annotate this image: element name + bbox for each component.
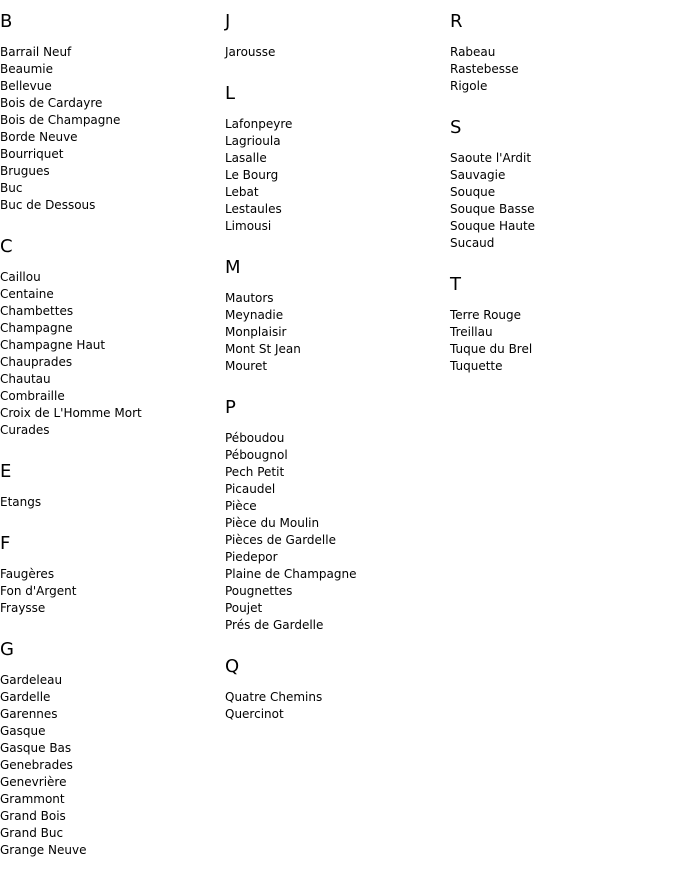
letter-group bbox=[0, 532, 215, 617]
place-link[interactable]: Etangs bbox=[0, 495, 42, 509]
place-link[interactable]: Terre Rouge bbox=[450, 308, 522, 322]
place-link[interactable]: Pech Petit bbox=[225, 465, 285, 479]
place-link[interactable]: Croix de L'Homme Mort bbox=[0, 406, 142, 420]
letter-group bbox=[225, 82, 440, 235]
place-link[interactable]: Sauvagie bbox=[450, 168, 506, 182]
place-link[interactable]: Bois de Champagne bbox=[0, 113, 121, 127]
place-link[interactable]: Buc de Dessous bbox=[0, 198, 96, 212]
place-link[interactable]: Faugères bbox=[0, 567, 55, 581]
place-link[interactable]: Sucaud bbox=[450, 236, 495, 250]
place-link[interactable]: Champagne Haut bbox=[0, 338, 106, 352]
place-link[interactable]: Buc bbox=[0, 181, 23, 195]
letter-heading: S bbox=[450, 117, 462, 138]
letter-heading: M bbox=[225, 257, 241, 278]
letter-group bbox=[225, 396, 440, 634]
place-link[interactable]: Prés de Gardelle bbox=[225, 618, 324, 632]
letter-group bbox=[225, 256, 440, 375]
place-link[interactable]: Péboudou bbox=[225, 431, 285, 445]
index-column-2 bbox=[225, 10, 440, 744]
place-link[interactable]: Lestaules bbox=[225, 202, 282, 216]
letter-heading: R bbox=[450, 11, 463, 32]
letter-heading: L bbox=[225, 83, 236, 104]
place-link[interactable]: Quercinot bbox=[225, 707, 284, 721]
place-link[interactable]: Fraysse bbox=[0, 601, 46, 615]
letter-group bbox=[0, 638, 215, 859]
place-link[interactable]: Pièces de Gardelle bbox=[225, 533, 336, 547]
place-link[interactable]: Centaine bbox=[0, 287, 54, 301]
letter-heading: C bbox=[0, 236, 13, 257]
index-column-3 bbox=[450, 10, 665, 396]
letter-heading: F bbox=[0, 533, 11, 554]
place-link[interactable]: Caillou bbox=[0, 270, 41, 284]
letter-heading: Q bbox=[225, 656, 240, 677]
place-link[interactable]: Pièce du Moulin bbox=[225, 516, 320, 530]
place-link[interactable]: Pébougnol bbox=[225, 448, 288, 462]
place-link[interactable]: Chauprades bbox=[0, 355, 73, 369]
place-link[interactable]: Brugues bbox=[0, 164, 50, 178]
place-link[interactable]: Rastebesse bbox=[450, 62, 519, 76]
place-link[interactable]: Grammont bbox=[0, 792, 65, 806]
place-link[interactable]: Quatre Chemins bbox=[225, 690, 323, 704]
letter-group bbox=[225, 655, 440, 723]
letter-heading: G bbox=[0, 639, 14, 660]
place-link[interactable]: Chautau bbox=[0, 372, 51, 386]
place-link[interactable]: Lebat bbox=[225, 185, 259, 199]
place-link[interactable]: Gasque bbox=[0, 724, 46, 738]
place-link[interactable]: Jarousse bbox=[225, 45, 276, 59]
place-link[interactable]: Mautors bbox=[225, 291, 274, 305]
letter-group bbox=[0, 235, 215, 439]
letter-heading: J bbox=[225, 11, 231, 32]
place-link[interactable]: Curades bbox=[0, 423, 50, 437]
place-link[interactable]: Bellevue bbox=[0, 79, 52, 93]
place-link[interactable]: Limousi bbox=[225, 219, 272, 233]
place-link[interactable]: Lasalle bbox=[225, 151, 267, 165]
letter-heading: T bbox=[450, 274, 461, 295]
place-link[interactable]: Champagne bbox=[0, 321, 73, 335]
place-link[interactable]: Mouret bbox=[225, 359, 268, 373]
letter-group bbox=[0, 460, 215, 511]
letter-heading: B bbox=[0, 11, 13, 32]
letter-heading: E bbox=[0, 461, 12, 482]
place-link[interactable]: Mont St Jean bbox=[225, 342, 301, 356]
place-link[interactable]: Poujet bbox=[225, 601, 263, 615]
place-link[interactable]: Grand Bois bbox=[0, 809, 66, 823]
place-link[interactable]: Grand Buc bbox=[0, 826, 64, 840]
place-link[interactable]: Rabeau bbox=[450, 45, 496, 59]
place-link[interactable]: Gardeleau bbox=[0, 673, 63, 687]
place-link[interactable]: Garennes bbox=[0, 707, 58, 721]
place-link[interactable]: Gardelle bbox=[0, 690, 51, 704]
letter-group bbox=[225, 10, 440, 61]
place-link[interactable]: Rigole bbox=[450, 79, 488, 93]
place-link[interactable]: Le Bourg bbox=[225, 168, 279, 182]
place-link[interactable]: Monplaisir bbox=[225, 325, 287, 339]
place-link[interactable]: Lagrioula bbox=[225, 134, 281, 148]
place-link[interactable]: Treillau bbox=[450, 325, 493, 339]
place-link[interactable]: Saoute l'Ardit bbox=[450, 151, 532, 165]
letter-heading: P bbox=[225, 397, 236, 418]
letter-group bbox=[450, 116, 665, 252]
place-link[interactable]: Chambettes bbox=[0, 304, 74, 318]
place-link[interactable]: Souque Basse bbox=[450, 202, 535, 216]
place-link[interactable]: Tuque du Brel bbox=[450, 342, 533, 356]
place-link[interactable]: Souque bbox=[450, 185, 496, 199]
index-column-1 bbox=[0, 10, 215, 880]
place-link[interactable]: Picaudel bbox=[225, 482, 276, 496]
place-link[interactable]: Piedepor bbox=[225, 550, 278, 564]
place-link[interactable]: Pougnettes bbox=[225, 584, 293, 598]
letter-group bbox=[450, 10, 665, 95]
place-link[interactable]: Beaumie bbox=[0, 62, 53, 76]
place-link[interactable]: Genebrades bbox=[0, 758, 73, 772]
place-link[interactable]: Grange Neuve bbox=[0, 843, 87, 857]
letter-group bbox=[450, 273, 665, 375]
place-link[interactable]: Pièce bbox=[225, 499, 257, 513]
place-link[interactable]: Borde Neuve bbox=[0, 130, 78, 144]
place-link[interactable]: Bois de Cardayre bbox=[0, 96, 103, 110]
place-link[interactable]: Meynadie bbox=[225, 308, 284, 322]
place-link[interactable]: Combraille bbox=[0, 389, 65, 403]
place-link[interactable]: Souque Haute bbox=[450, 219, 536, 233]
place-link[interactable]: Plaine de Champagne bbox=[225, 567, 357, 581]
place-link[interactable]: Bourriquet bbox=[0, 147, 64, 161]
place-link[interactable]: Barrail Neuf bbox=[0, 45, 72, 59]
place-link[interactable]: Genevrière bbox=[0, 775, 67, 789]
place-link[interactable]: Tuquette bbox=[450, 359, 503, 373]
place-link[interactable]: Fon d'Argent bbox=[0, 584, 77, 598]
letter-group bbox=[0, 10, 215, 214]
place-link[interactable]: Lafonpeyre bbox=[225, 117, 293, 131]
place-link[interactable]: Gasque Bas bbox=[0, 741, 72, 755]
